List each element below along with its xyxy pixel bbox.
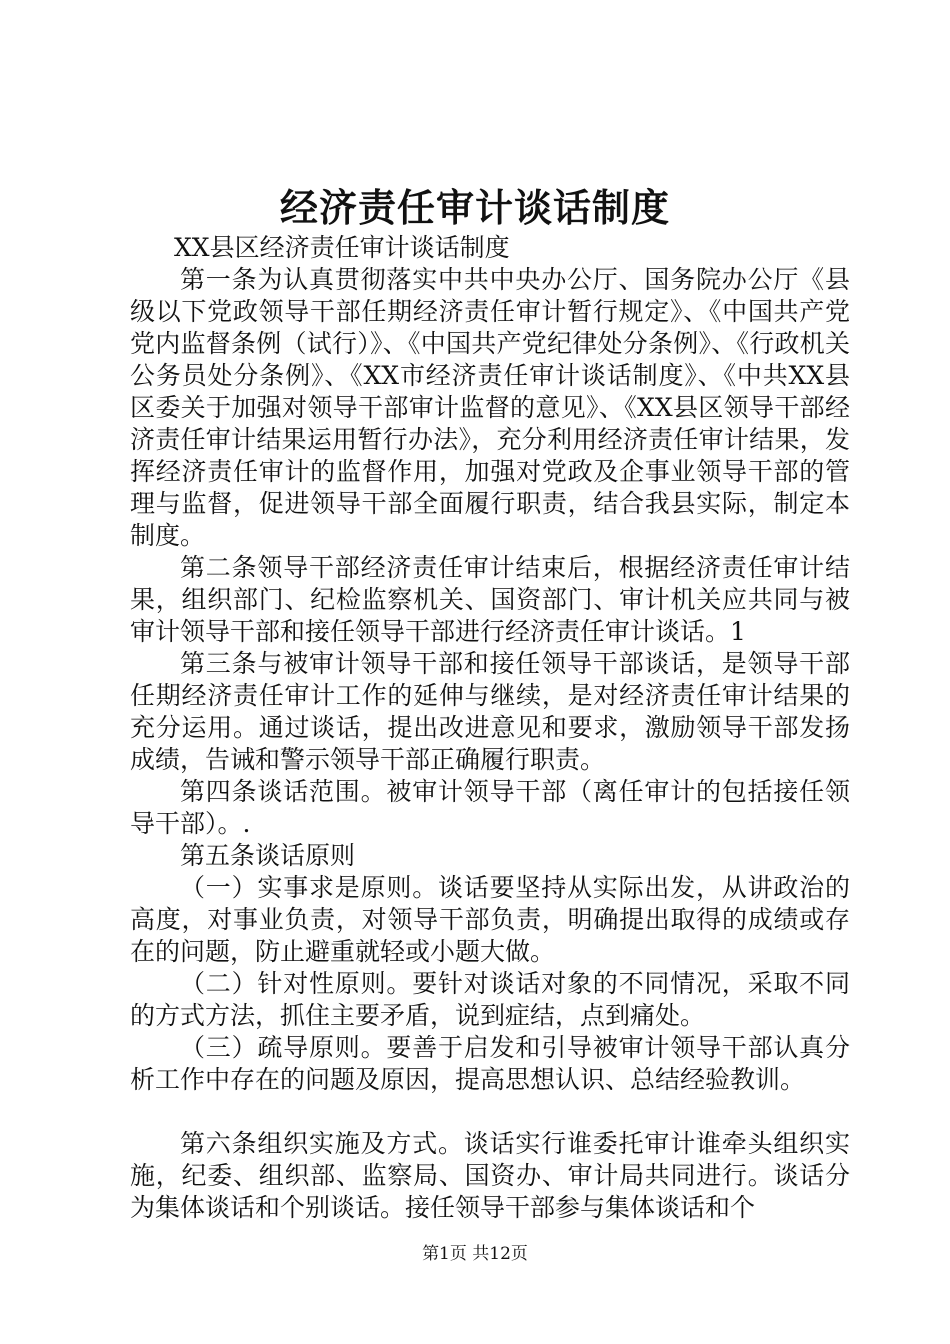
article-5-heading: 第五条谈话原则 [180,841,356,870]
article-4-paragraph: 第四条谈话范围。被审计领导干部（离任审计的包括接任领导干部）。. [130,777,850,838]
principle-1-paragraph: （一）实事求是原则。谈话要坚持从实际出发，从讲政治的高度，对事业负责，对领导干部负责，明确提出取得的成绩或存在的问题，防止避重就轻或小题大做。 [130,873,850,966]
article-3-paragraph: 第三条与被审计领导干部和接任领导干部谈话，是领导干部任期经济责任审计工作的延伸与继续，是对经济责任审计结果的充分运用。通过谈话，提出改进意见和要求，激励领导干部发扬成绩，告诫和警示领导干部正确履行职责。 [130,649,850,774]
page-number-footer: 第1页 共12页 [422,1244,528,1264]
principle-3-paragraph: （三）疏导原则。要善于启发和引导被审计领导干部认真分析工作中存在的问题及原因，提高思想认识、总结经验教训。 [130,1033,850,1094]
principle-2-paragraph: （二）针对性原则。要针对谈话对象的不同情况，采取不同的方式方法，抓住主要矛盾，说到症结，点到痛处。 [130,969,850,1030]
article-6-paragraph: 第六条组织实施及方式。谈话实行谁委托审计谁牵头组织实施，纪委、组织部、监察局、国资办、审计局共同进行。谈话分为集体谈话和个别谈话。接任领导干部参与集体谈话和个 [130,1129,850,1222]
article-1-paragraph: 第一条为认真贯彻落实中共中央办公厅、国务院办公厅《县级以下党政领导干部任期经济责任审计暂行规定》、《中国共产党党内监督条例（试行）》、《中国共产党纪律处分条例》、《行政机关公务员处分条例》、《XX市经济责任审计谈话制度》、《中共XX县区委关于加强对领导干部审计监督的意见》、《XX县区领导干部经济责任审计结果运用暂行办法》，充分利用经济责任审计结果，发挥经济责任审计的监督作用，加强对党政及企事业领导干部的管理与监督，促进领导干部全面履行职责，结合我县实际，制定本制度。 [130,265,850,550]
document-title: 经济责任审计谈话制度 [279,185,670,230]
document-subtitle: XX县区经济责任审计谈话制度 [174,233,510,262]
article-2-paragraph: 第二条领导干部经济责任审计结束后，根据经济责任审计结果，组织部门、纪检监察机关、国资部门、审计机关应共同与被审计领导干部和接任领导干部进行经济责任审计谈话。1 [130,553,850,646]
paragraph-gap [130,1096,850,1128]
document-body [130,232,850,1224]
